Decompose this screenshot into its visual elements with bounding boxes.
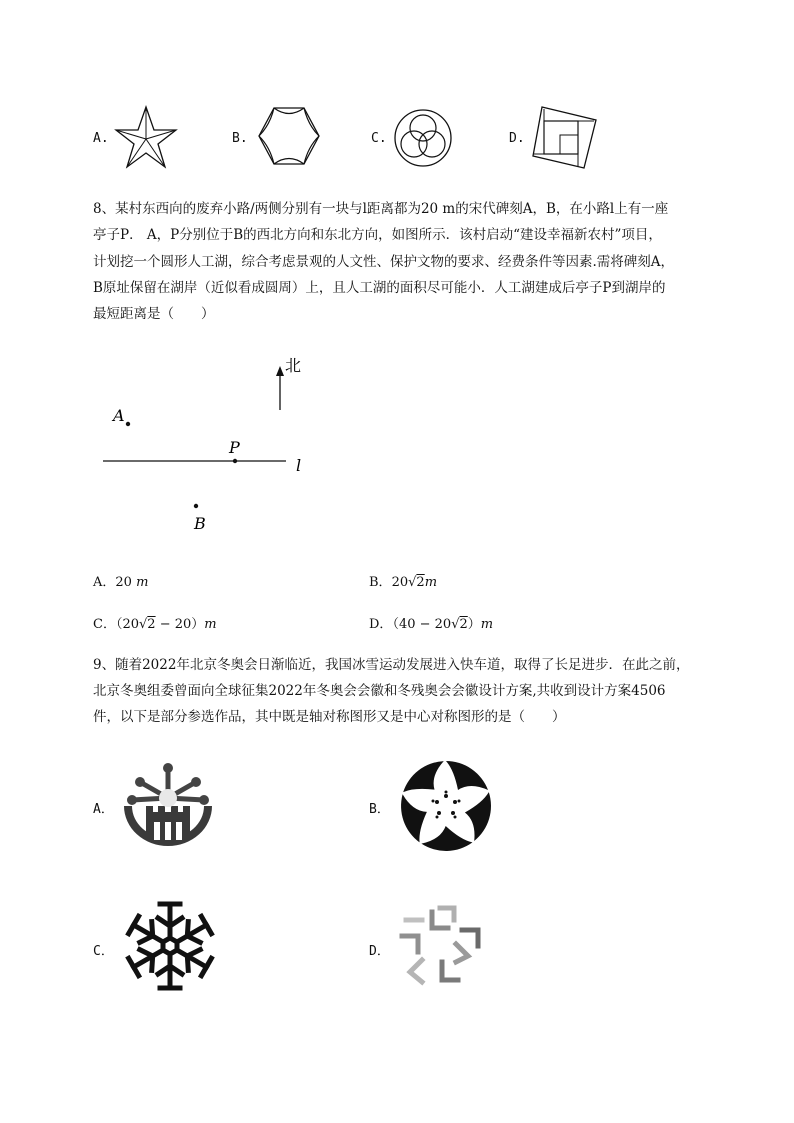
q8-option-b-unit: m <box>424 575 438 590</box>
q8-option-c-label: C． <box>93 617 116 632</box>
q8-option-d-open: （40 − 20 <box>392 617 452 632</box>
q8-line-5: 最短距离是（ ） <box>93 306 215 322</box>
q8-option-b-label: B． <box>369 575 392 590</box>
q8-option-d-label: D． <box>369 617 393 632</box>
q8-figure <box>90 345 330 540</box>
q9-line-1: 9、随着2022年北京冬奥会日渐临近，我国冰雪运动发展进入快车道，取得了长足进步．在此之前， <box>93 657 690 673</box>
q8-line-4: B原址保留在湖岸（近似看成圆周）上，且人工湖的面积尽可能小．人工湖建成后亭子P到湖岸的 <box>93 280 666 296</box>
point-b <box>194 504 198 508</box>
sqrt-symbol: √ <box>451 617 460 632</box>
q7-option-b-label: B. <box>232 131 248 146</box>
point-a-label: A <box>113 406 125 425</box>
three-circles-in-circle-icon <box>392 107 454 169</box>
q9-option-d-label: D． <box>369 944 390 959</box>
q9-line-2: 北京冬奥组委曾面向全球征集2022年冬奥会会徽和冬残奥会会徽设计方案,共收到设计方案4506 <box>93 683 666 699</box>
point-a <box>126 422 130 426</box>
line-l-label: l <box>296 456 302 475</box>
q8-line-1: 8、某村东西向的废弃小路/两侧分别有一块与l距离都为20 m的宋代碑刻A，B，在小路l上有一座 <box>93 201 669 217</box>
six-pointed-star-icon <box>113 103 179 171</box>
q8-option-c <box>93 613 217 632</box>
q8-option-a <box>93 571 148 590</box>
q8-option-d-radicand: 2 <box>459 617 468 632</box>
q7-option-a-label: A. <box>93 131 109 146</box>
q8-option-a-value: 20 <box>115 575 132 590</box>
north-arrow-icon <box>276 366 284 376</box>
q8-option-b <box>369 571 437 590</box>
q7-option-c-label: C. <box>371 131 387 146</box>
q8-option-b-value: 20 <box>391 575 409 590</box>
north-label: 北 <box>285 356 302 375</box>
sqrt-symbol: √ <box>408 575 417 590</box>
q9-line-3: 件，以下是部分参选作品，其中既是轴对称图形又是中心对称图形的是（ ） <box>93 709 566 725</box>
q8-option-c-radicand: 2 <box>147 617 156 632</box>
q8-option-a-label: A． <box>93 575 116 590</box>
great-wall-snowflake-emblem <box>118 762 218 850</box>
hexagon-concave-arcs-icon <box>256 105 322 167</box>
q7-option-d-label: D. <box>509 131 525 146</box>
point-p-label: P <box>229 438 240 457</box>
sqrt-symbol: √ <box>139 617 148 632</box>
point-p <box>233 459 237 463</box>
q8-option-d-unit: m <box>480 617 494 632</box>
q8-option-a-unit: m <box>136 575 149 590</box>
q8-option-d-tail: ） <box>467 617 481 632</box>
point-b-label: B <box>194 514 206 533</box>
q8-option-b-radicand: 2 <box>416 575 425 590</box>
q8-option-c-unit: m <box>204 617 217 632</box>
q8-option-d <box>369 613 493 632</box>
q9-option-b-label: B． <box>369 802 390 817</box>
swirl-flower-emblem <box>394 758 498 854</box>
q8-line-3: 计划挖一个圆形人工湖，综合考虑景观的人文性、保护文物的要求、经费条件等因素.需将碑刻A， <box>93 254 675 270</box>
q8-option-c-tail: − 20） <box>155 617 205 632</box>
nested-squares-icon <box>530 104 600 172</box>
gray-pinwheel-emblem <box>392 902 492 990</box>
snowflake-emblem <box>122 898 218 994</box>
q8-option-c-open: （20 <box>115 617 139 632</box>
q9-option-c-label: C． <box>93 944 114 959</box>
q8-line-2: 亭子P． A，P分别位于B的西北方向和东北方向，如图所示．该村启动“建设幸福新农村”项目， <box>93 227 662 243</box>
q9-option-a-label: A． <box>93 802 114 817</box>
